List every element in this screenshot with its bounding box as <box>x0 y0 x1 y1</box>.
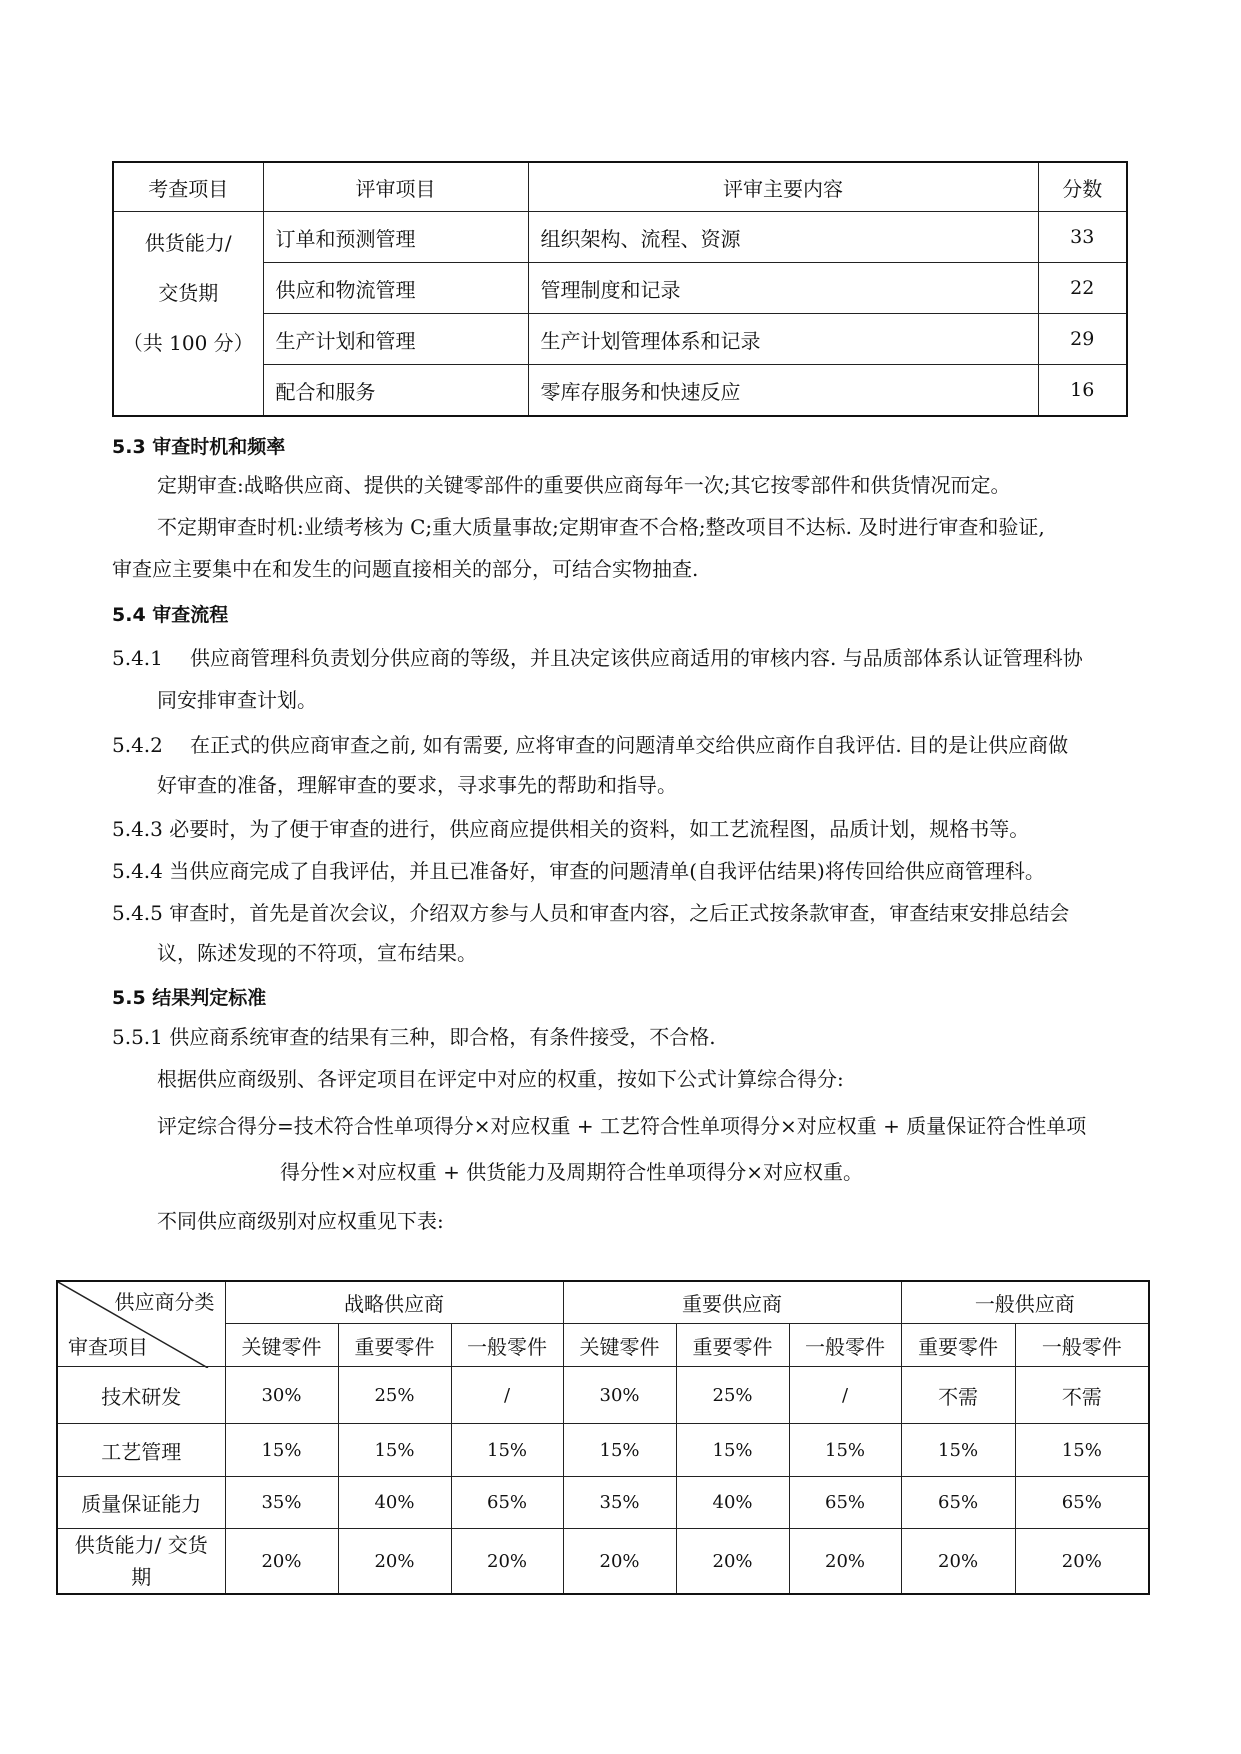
score-cell: 22 <box>1038 263 1127 314</box>
subheader-cell: 关键零件 <box>563 1324 676 1367</box>
weight-cell: / <box>451 1367 563 1424</box>
weight-cell: 15% <box>676 1424 789 1477</box>
weight-cell: 65% <box>901 1477 1015 1529</box>
category-line: （共 100 分） <box>122 331 254 355</box>
group-header-cell: 一般供应商 <box>901 1281 1149 1324</box>
category-cell <box>113 212 263 417</box>
weight-cell: 15% <box>1015 1424 1149 1477</box>
table-row <box>57 1529 1149 1595</box>
header-cell: 评审主要内容 <box>528 162 1038 212</box>
table-header-row <box>113 162 1127 212</box>
corner-label-top: 供应商分类 <box>114 1290 215 1314</box>
group-header-cell: 重要供应商 <box>563 1281 901 1324</box>
formula-line: 评定综合得分=技术符合性单项得分×对应权重 + 工艺符合性单项得分×对应权重 + 质量保证符合性单项 <box>157 1114 1087 1138</box>
clause-text-continued: 同安排审查计划。 <box>157 688 317 712</box>
subheader-cell: 关键零件 <box>225 1324 338 1367</box>
row-label-cell <box>57 1529 225 1595</box>
table-row <box>57 1477 1149 1529</box>
formula-line-continued: 得分性×对应权重 + 供货能力及周期符合性单项得分×对应权重。 <box>280 1160 863 1184</box>
weight-cell: 不需 <box>901 1367 1015 1424</box>
row-label-line: 期 <box>131 1565 152 1589</box>
weight-cell: 20% <box>1015 1529 1149 1595</box>
review-content-cell: 管理制度和记录 <box>528 263 1038 314</box>
section-5-4-heading: 5.4 审查流程 <box>112 604 229 626</box>
weight-cell: 20% <box>563 1529 676 1595</box>
weight-cell: 40% <box>338 1477 451 1529</box>
weight-cell: 20% <box>451 1529 563 1595</box>
weight-cell: 30% <box>563 1367 676 1424</box>
review-item-cell: 供应和物流管理 <box>263 263 528 314</box>
row-label-cell: 工艺管理 <box>57 1424 225 1477</box>
weight-cell: 65% <box>789 1477 901 1529</box>
table-row <box>57 1367 1149 1424</box>
weight-cell: 20% <box>676 1529 789 1595</box>
review-item-cell: 订单和预测管理 <box>263 212 528 263</box>
paragraph: 不定期审查时机:业绩考核为 C;重大质量事故;定期审查不合格;整改项目不达标. 及时进行审查和验证, <box>157 515 1045 539</box>
review-item-cell: 生产计划和管理 <box>263 314 528 365</box>
row-label-line: 供货能力/ 交货 <box>74 1533 208 1557</box>
group-header-cell: 战略供应商 <box>225 1281 563 1324</box>
table-row <box>57 1424 1149 1477</box>
weight-cell: 15% <box>789 1424 901 1477</box>
row-label-cell: 质量保证能力 <box>57 1477 225 1529</box>
weight-cell: 65% <box>451 1477 563 1529</box>
review-item-cell: 配合和服务 <box>263 365 528 417</box>
table-row <box>113 314 1127 365</box>
subheader-cell: 重要零件 <box>901 1324 1015 1367</box>
review-content-cell: 组织架构、流程、资源 <box>528 212 1038 263</box>
subheader-cell: 重要零件 <box>676 1324 789 1367</box>
clause-text: 供应商管理科负责划分供应商的等级，并且决定该供应商适用的审核内容. 与品质部体系认证管理科协 <box>190 646 1083 670</box>
weight-cell: 不需 <box>1015 1367 1149 1424</box>
clause-text-continued: 议，陈述发现的不符项，宣布结果。 <box>157 941 477 965</box>
paragraph: 定期审查:战略供应商、提供的关键零部件的重要供应商每年一次;其它按零部件和供货情况而定。 <box>157 473 1011 497</box>
clause-number: 5.4.2 <box>112 733 163 757</box>
weight-cell: 20% <box>338 1529 451 1595</box>
weight-cell: / <box>789 1367 901 1424</box>
weight-cell: 65% <box>1015 1477 1149 1529</box>
header-cell: 评审项目 <box>263 162 528 212</box>
subheader-cell: 一般零件 <box>789 1324 901 1367</box>
weight-cell: 25% <box>676 1367 789 1424</box>
clause-text: 5.4.4 当供应商完成了自我评估，并且已准备好，审查的问题清单(自我评估结果)将传回给供应商管理科。 <box>112 859 1045 883</box>
paragraph: 不同供应商级别对应权重见下表: <box>157 1209 444 1233</box>
clause-text-continued: 好审查的准备，理解审查的要求，寻求事先的帮助和指导。 <box>157 773 677 797</box>
weight-cell: 15% <box>338 1424 451 1477</box>
score-cell: 33 <box>1038 212 1127 263</box>
table-row <box>113 365 1127 417</box>
supplier-weight-table <box>56 1280 1150 1595</box>
score-cell: 29 <box>1038 314 1127 365</box>
weight-cell: 20% <box>901 1529 1015 1595</box>
subheader-cell: 一般零件 <box>1015 1324 1149 1367</box>
score-cell: 16 <box>1038 365 1127 417</box>
paragraph-continued: 审查应主要集中在和发生的问题直接相关的部分，可结合实物抽查. <box>112 557 699 581</box>
weight-cell: 15% <box>563 1424 676 1477</box>
table-row <box>113 263 1127 314</box>
clause-text: 5.5.1 供应商系统审查的结果有三种，即合格，有条件接受，不合格. <box>112 1025 716 1049</box>
weight-cell: 15% <box>901 1424 1015 1477</box>
row-label-cell: 技术研发 <box>57 1367 225 1424</box>
clause-text: 5.4.5 审查时，首先是首次会议，介绍双方参与人员和审查内容，之后正式按条款审查，审查结束安排总结会 <box>112 901 1070 925</box>
diagonal-header-cell <box>57 1281 225 1367</box>
clause-number: 5.4.1 <box>112 646 163 670</box>
category-line: 供货能力/ <box>144 231 232 255</box>
weight-cell: 15% <box>451 1424 563 1477</box>
corner-label-bottom: 审查项目 <box>68 1335 148 1359</box>
subheader-cell: 一般零件 <box>451 1324 563 1367</box>
weight-cell: 35% <box>563 1477 676 1529</box>
clause-text: 5.4.3 必要时，为了便于审查的进行，供应商应提供相关的资料，如工艺流程图，品质计划，规格书等。 <box>112 817 1030 841</box>
header-cell: 分数 <box>1038 162 1127 212</box>
weight-cell: 25% <box>338 1367 451 1424</box>
weight-cell: 40% <box>676 1477 789 1529</box>
weight-cell: 35% <box>225 1477 338 1529</box>
subheader-cell: 重要零件 <box>338 1324 451 1367</box>
weight-cell: 15% <box>225 1424 338 1477</box>
weight-cell: 20% <box>225 1529 338 1595</box>
group-header-row <box>57 1281 1149 1324</box>
review-content-cell: 生产计划管理体系和记录 <box>528 314 1038 365</box>
table-row <box>113 212 1127 263</box>
weight-cell: 20% <box>789 1529 901 1595</box>
section-5-5-heading: 5.5 结果判定标准 <box>112 987 267 1009</box>
review-content-cell: 零库存服务和快速反应 <box>528 365 1038 417</box>
delivery-capability-table <box>112 161 1128 417</box>
clause-text: 在正式的供应商审查之前, 如有需要, 应将审查的问题清单交给供应商作自我评估. 目的是让供应商做 <box>190 733 1069 757</box>
header-cell: 考查项目 <box>113 162 263 212</box>
paragraph: 根据供应商级别、各评定项目在评定中对应的权重，按如下公式计算综合得分: <box>157 1067 844 1091</box>
section-5-3-heading: 5.3 审查时机和频率 <box>112 436 286 458</box>
category-line: 交货期 <box>158 281 219 305</box>
weight-cell: 30% <box>225 1367 338 1424</box>
